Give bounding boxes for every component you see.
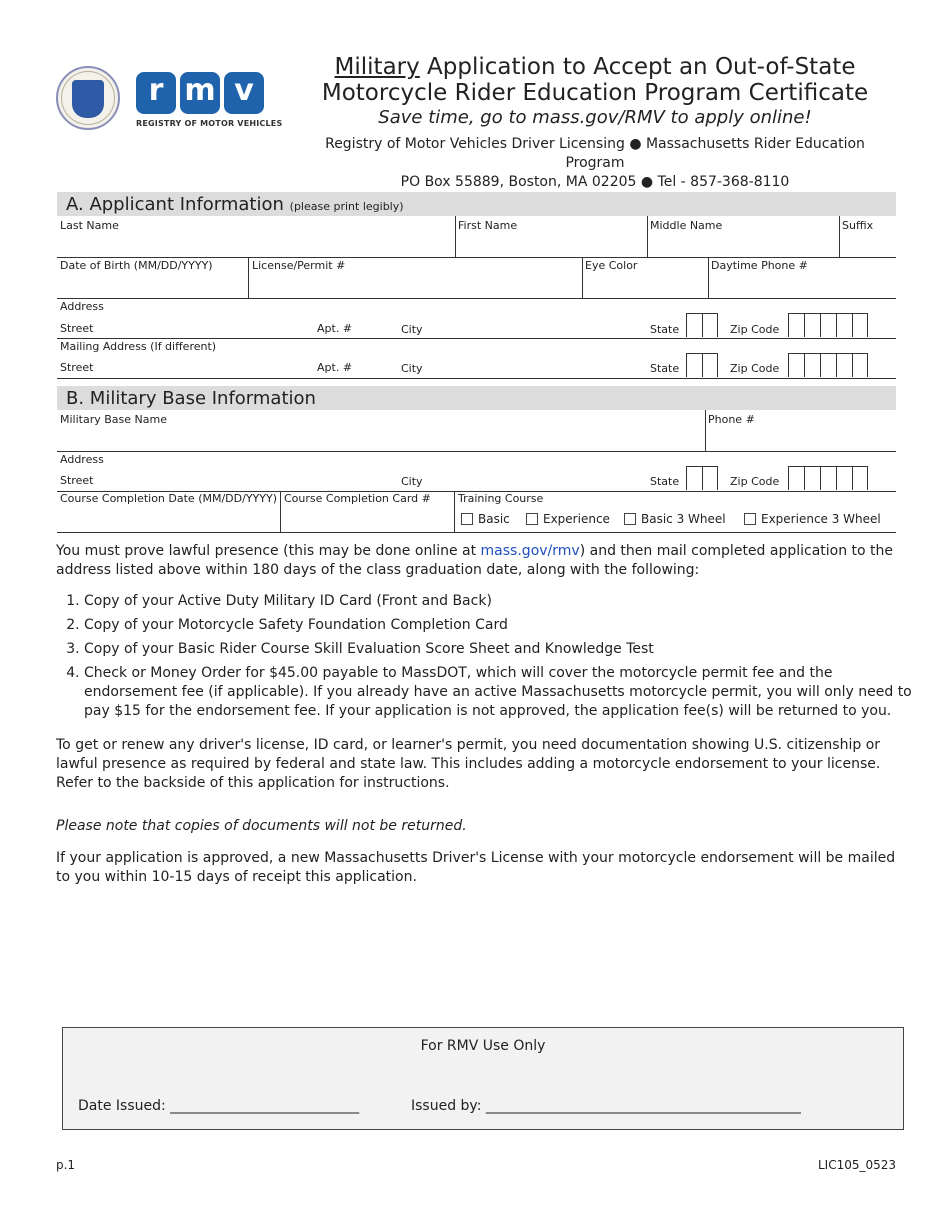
lawful-presence-paragraph: You must prove lawful presence (this may be done online at mass.gov/rmv) and then mail completed application to the address listed above within 180 days of the class graduation date, along with the following:	[56, 543, 894, 578]
base-zip-box[interactable]	[820, 466, 836, 490]
base-zip-box[interactable]	[804, 466, 820, 490]
massachusetts-seal-logo	[56, 66, 120, 130]
first-name-field[interactable]: First Name	[458, 219, 518, 232]
base-phone-field[interactable]: Phone #	[708, 413, 755, 426]
state-box[interactable]	[702, 313, 718, 337]
base-zip-box[interactable]	[852, 466, 868, 490]
date-issued-field[interactable]: Date Issued: ___________________________	[78, 1098, 360, 1114]
copies-note: Please note that copies of documents will not be returned.	[56, 818, 467, 834]
rmv-use-only-box	[62, 1027, 904, 1130]
documentation-paragraph: To get or renew any driver's license, ID card, or learner's permit, you need documentation showing U.S. citizenship or lawful presence as required by federal and state law. This includes adding a motorcycle endorsement to your license. Refer to the backside of this application for instructions.	[56, 737, 881, 791]
daytime-phone-field[interactable]: Daytime Phone #	[711, 259, 808, 272]
basic-checkbox[interactable]: Basic	[461, 512, 510, 526]
apt-field[interactable]: Apt. #	[317, 322, 353, 335]
base-street-field[interactable]: Street	[60, 474, 94, 487]
form-header	[300, 54, 890, 192]
course-completion-date-field[interactable]: Course Completion Date (MM/DD/YYYY)	[60, 492, 277, 505]
base-state-label: State	[650, 475, 680, 488]
experience-3-wheel-checkbox[interactable]: Experience 3 Wheel	[744, 512, 881, 526]
section-b-header: B. Military Base Information	[57, 386, 896, 410]
required-documents-list	[56, 592, 924, 726]
base-city-field[interactable]: City	[401, 475, 423, 488]
issued-by-field[interactable]: Issued by: _____________________________________________	[411, 1098, 801, 1114]
base-state-box[interactable]	[702, 466, 718, 490]
suffix-field[interactable]: Suffix	[842, 219, 874, 232]
mailing-city-field[interactable]: City	[401, 362, 423, 375]
zip-box[interactable]	[820, 313, 836, 337]
zip-box[interactable]	[852, 313, 868, 337]
zip-label: Zip Code	[730, 323, 780, 336]
experience-checkbox[interactable]: Experience	[526, 512, 610, 526]
mailing-street-field[interactable]: Street	[60, 361, 94, 374]
page-number: p.1	[56, 1158, 76, 1172]
approval-paragraph: If your application is approved, a new Massachusetts Driver's License with your motorcycle endorsement will be mailed to you within 10-15 days of receipt this application.	[56, 850, 896, 885]
mass-gov-rmv-link[interactable]: mass.gov/rmv	[480, 543, 580, 559]
training-course-label: Training Course	[458, 492, 544, 505]
dob-field[interactable]: Date of Birth (MM/DD/YYYY)	[60, 259, 213, 272]
base-address-label: Address	[60, 453, 104, 466]
street-field[interactable]: Street	[60, 322, 94, 335]
mailing-apt-field[interactable]: Apt. #	[317, 361, 353, 374]
state-box[interactable]	[686, 313, 702, 337]
mailing-state-box[interactable]	[686, 353, 702, 377]
base-state-box[interactable]	[686, 466, 702, 490]
last-name-field[interactable]: Last Name	[60, 219, 119, 232]
license-field[interactable]: License/Permit #	[252, 259, 346, 272]
zip-box[interactable]	[788, 313, 804, 337]
address-line-2: PO Box 55889, Boston, MA 02205 ● Tel - 857-368-8110	[400, 174, 790, 190]
page-title: Military Application to Accept an Out-of-State	[334, 54, 856, 80]
list-item: 2. Copy of your Motorcycle Safety Foundation Completion Card	[84, 616, 924, 635]
mailing-zip-box[interactable]	[804, 353, 820, 377]
middle-name-field[interactable]: Middle Name	[650, 219, 723, 232]
city-field[interactable]: City	[401, 323, 423, 336]
form-code: LIC105_0523	[818, 1158, 897, 1172]
mailing-address-label: Mailing Address (If different)	[60, 340, 217, 353]
military-base-name-field[interactable]: Military Base Name	[60, 413, 167, 426]
mailing-zip-box[interactable]	[836, 353, 852, 377]
basic-3-wheel-checkbox[interactable]: Basic 3 Wheel	[624, 512, 726, 526]
address-label: Address	[60, 300, 104, 313]
zip-box[interactable]	[804, 313, 820, 337]
base-zip-box[interactable]	[836, 466, 852, 490]
mailing-zip-box[interactable]	[788, 353, 804, 377]
state-label: State	[650, 323, 680, 336]
mailing-state-box[interactable]	[702, 353, 718, 377]
mailing-zip-box[interactable]	[852, 353, 868, 377]
rmv-use-title: For RMV Use Only	[420, 1038, 546, 1054]
mailing-zip-label: Zip Code	[730, 362, 780, 375]
course-completion-card-field[interactable]: Course Completion Card #	[284, 492, 431, 505]
list-item: 3. Copy of your Basic Rider Course Skill Evaluation Score Sheet and Knowledge Test	[84, 640, 924, 659]
eye-color-field[interactable]: Eye Color	[585, 259, 638, 272]
mailing-zip-box[interactable]	[820, 353, 836, 377]
tagline: Save time, go to mass.gov/RMV to apply online!	[378, 107, 812, 128]
mailing-state-label: State	[650, 362, 680, 375]
zip-box[interactable]	[836, 313, 852, 337]
list-item: 4. Check or Money Order for $45.00 payable to MassDOT, which will cover the motorcycle permit fee and the endorsement fee (if applicable). If you already have an active Massachusetts motorcycle permit, you will only need to pay $15 for the endorsement fee. If your application is not approved, the application fee(s) will be returned to you.	[84, 664, 924, 721]
page-title-line2: Motorcycle Rider Education Program Certificate	[321, 80, 869, 106]
base-zip-label: Zip Code	[730, 475, 780, 488]
address-line-1: Registry of Motor Vehicles Driver Licensing ● Massachusetts Rider Education Program	[325, 136, 865, 171]
section-a-header: A. Applicant Information (please print legibly)	[57, 192, 896, 216]
base-zip-box[interactable]	[788, 466, 804, 490]
rmv-logo: r m v REGISTRY OF MOTOR VEHICLES	[136, 73, 283, 128]
list-item: 1. Copy of your Active Duty Military ID Card (Front and Back)	[84, 592, 924, 611]
